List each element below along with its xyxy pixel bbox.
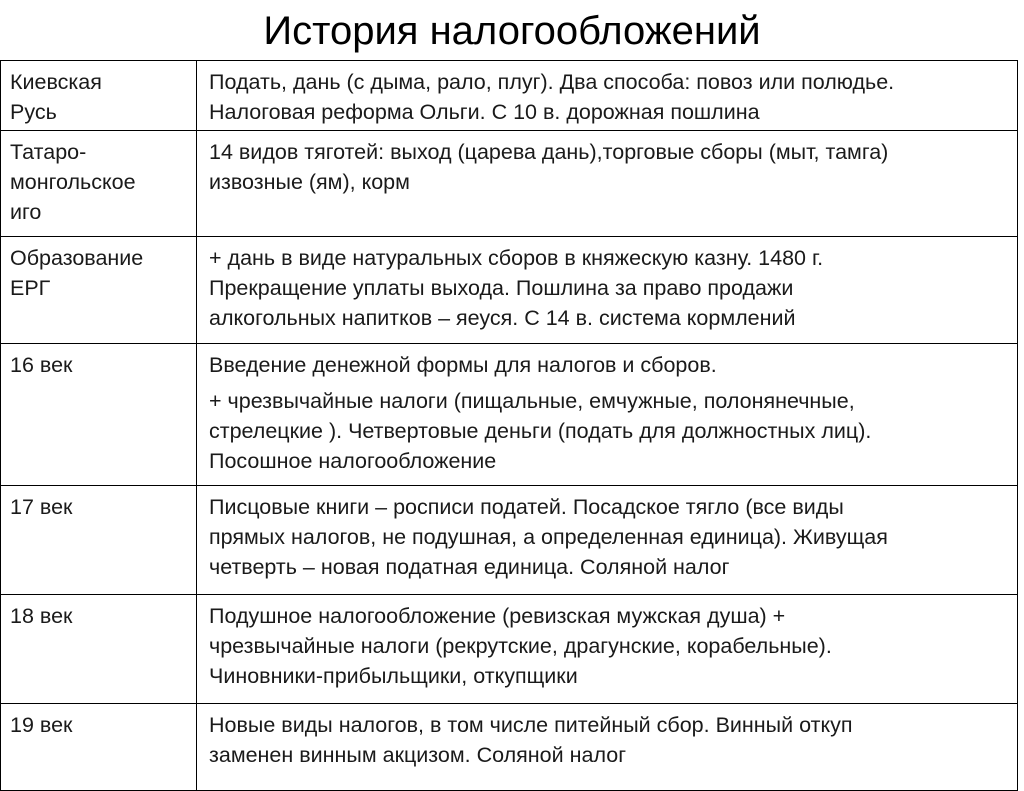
table-row — [1, 595, 1018, 704]
description-line: заменен винным акцизом. Соляной налог — [209, 743, 627, 767]
description-line: алкогольных напитков – яеуся. С 14 в. система кормлений — [209, 306, 796, 330]
era-line: монгольское — [10, 170, 136, 194]
era-line: Татаро- — [10, 140, 87, 164]
description-cell — [197, 237, 1018, 344]
page-title: История налогообложений — [263, 9, 761, 53]
era-line: иго — [10, 200, 42, 224]
era-line: ЕРГ — [10, 276, 51, 300]
description-paragraph — [209, 386, 1007, 476]
table-row — [1, 344, 1018, 486]
era-cell — [1, 131, 197, 237]
era-cell — [1, 595, 197, 704]
era-line: 19 век — [10, 713, 73, 737]
tax-history-table — [0, 60, 1018, 791]
era-cell — [1, 704, 197, 791]
description-line: Налоговая реформа Ольги. С 10 в. дорожная пошлина — [209, 100, 760, 124]
description-cell — [197, 704, 1018, 791]
era-cell — [1, 61, 197, 131]
table-row — [1, 237, 1018, 344]
description-line: Прекращение уплаты выхода. Пошлина за право продажи — [209, 276, 794, 300]
description-line: Подушное налогообложение (ревизская мужская душа) + — [209, 604, 786, 628]
description-line: извозные (ям), корм — [209, 170, 410, 194]
table-row — [1, 61, 1018, 131]
table-row — [1, 131, 1018, 237]
description-line: Посошное налогообложение — [209, 449, 497, 473]
era-cell — [1, 486, 197, 595]
era-line: 16 век — [10, 353, 73, 377]
description-line: четверть – новая податная единица. Соляной налог — [209, 555, 730, 579]
description-cell — [197, 595, 1018, 704]
description-line: + чрезвычайные налоги (пищальные, емчужные, полонянечные, — [209, 389, 855, 413]
table-row — [1, 704, 1018, 791]
era-line: 18 век — [10, 604, 73, 628]
description-line: Новые виды налогов, в том числе питейный сбор. Винный откуп — [209, 713, 853, 737]
era-cell — [1, 237, 197, 344]
era-line: Русь — [10, 100, 57, 124]
description-cell — [197, 131, 1018, 237]
era-cell — [1, 344, 197, 486]
description-line: чрезвычайные налоги (рекрутские, драгунские, корабельные). — [209, 634, 832, 658]
description-cell — [197, 486, 1018, 595]
table-row — [1, 486, 1018, 595]
description-cell — [197, 344, 1018, 486]
description-line: прямых налогов, не подушная, а определенная единица). Живущая — [209, 525, 888, 549]
era-line: 17 век — [10, 495, 73, 519]
description-line: Подать, дань (с дыма, рало, плуг). Два способа: повоз или полюдье. — [209, 70, 895, 94]
description-line: Чиновники-прибыльщики, откупщики — [209, 664, 578, 688]
description-line: Введение денежной формы для налогов и сборов. — [209, 353, 717, 377]
era-line: Образование — [10, 246, 144, 270]
era-line: Киевская — [10, 70, 102, 94]
description-line: 14 видов тяготей: выход (царева дань),торговые сборы (мыт, тамга) — [209, 140, 889, 164]
description-line: стрелецкие ). Четвертовые деньги (подать для должностных лиц). — [209, 419, 872, 443]
description-line: Писцовые книги – росписи податей. Посадское тягло (все виды — [209, 495, 844, 519]
description-line: + дань в виде натуральных сборов в княжескую казну. 1480 г. — [209, 246, 824, 270]
description-cell — [197, 61, 1018, 131]
